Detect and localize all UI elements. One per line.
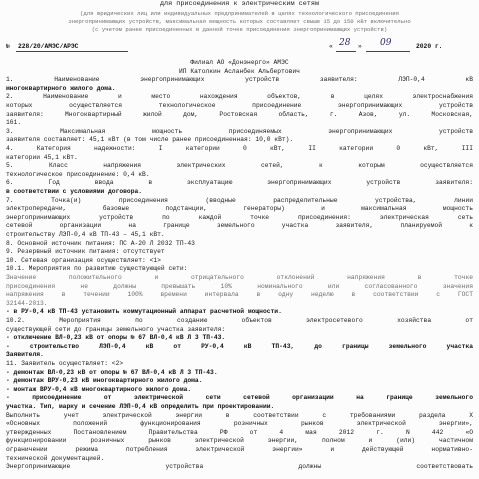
document-line: в соответствии с условиями договора.: [6, 188, 143, 195]
document-line: 5. Класс напряжения электрических сетей, к которым осуществляется: [6, 162, 473, 170]
date-month: 09: [380, 38, 392, 48]
document-line: - отключение ВЛ-0,23 кВ от опоры № 67 ВЛ-0,4 кВ Л 3 ТП-43.: [6, 334, 226, 342]
document-line: многоквартирного жилого дома.: [6, 84, 116, 92]
document-line: технологическое присоединение: 0,4 кВ.: [6, 170, 150, 178]
document-line: 6. Год ввода в эксплуатацию энергопринимающих устройств заявителя:: [6, 179, 473, 187]
document-line: 10. Сетевая организация осуществляет: <1>: [6, 256, 161, 264]
day-underline: [336, 51, 356, 52]
document-line: - присоединение от электрической сети сетевой организации на границе земельного: [6, 394, 473, 402]
document-line: 32144-2013.: [6, 299, 48, 307]
document-line: «Основных положений функционирования розничных рынков электрической энергии»,: [6, 420, 473, 428]
document-line: 4. Категория надежности: I категории 0 кВт, II категории 0 кВт, III: [6, 145, 473, 152]
document-line: заявителя: Многоквартирный жилой дом, Ростовская область, г. Азов, ул. Московская,: [6, 110, 473, 118]
document-line: которых осуществляется технологическое присоединение энергопринимающих устройств: [6, 102, 473, 109]
doc-subtitle-line: энергопринимающих устройств, максимальная мощность которых составляет свыше 15 до 150 кВт включительно: [68, 18, 411, 25]
document-line: - строительство ЛЭП-0,4 кВ от РУ-0,4 кВ ТП-43, до границы земельного участка: [6, 342, 473, 350]
date-open-quote: «: [329, 43, 333, 50]
document-line: утвержденных Постановлением Правительства РФ от 4 мая 2012 г. N 442 «О: [6, 428, 473, 436]
document-line: электропередачи, базовые подстанции, генераторы) и максимальная мощность: [6, 205, 473, 213]
document-line: - демонтаж ВРУ-0,23 кВ многоквартирного жилого дома.: [6, 377, 203, 385]
document-line: Энергопринимающие устройства должны соответствовать: [6, 463, 473, 471]
document-line: Заявителя.: [6, 351, 44, 359]
document-line: - демонтаж ВЛ-0,23 кВ от опоры № 67 ВЛ-0,4 кВ Л 3 ТП-43.: [6, 368, 218, 376]
document-line: функционировании розничных рынков электрической энергии, полном и (или) частичном: [6, 437, 473, 445]
document-line: 10.1. Мероприятия по развитию существующей сети:: [6, 265, 188, 273]
doc-subtitle-line: (с учетом ранее присоединенных в данной точке присоединения энергопринимающих устройств): [91, 26, 388, 33]
document-line: 10.2. Мероприятия по созданию объектов электросетевого хозяйства от: [6, 317, 473, 324]
document-line: строительству ЛЭП-0,4 кВ ТП-43 – 45,1 кВт.: [6, 231, 165, 238]
document-line: заявителя составляет: 45,1 кВт (в том числе ранее присоединенная: 10,0 кВт).: [6, 136, 294, 144]
number-sign: №: [6, 43, 10, 50]
document-line: - в РУ-0,4 кВ ТП-43 установить коммутационный аппарат расчетной мощности.: [6, 308, 282, 316]
document-line: Филиал АО «Донэнерго» АМЭС: [190, 59, 289, 66]
document-line: категории 45,1 кВт.: [6, 153, 78, 161]
document-number: 228/20/АМЭС/АРЭС: [18, 43, 79, 50]
document-line: - монтаж ВРУ-0,4 кВ многоквартирного жилого дома.: [6, 385, 192, 393]
number-underline: [16, 51, 128, 52]
date-day: 28: [339, 38, 351, 48]
document-line: присоединения не должны превышать 10% номинального или согласованного значения: [6, 282, 473, 290]
document-line: 3. Максимальная мощность присоединяемых энергопринимающих устройств: [6, 127, 473, 135]
doc-title: для присоединения к электрическим сетям: [159, 1, 320, 8]
document-line: 161.: [6, 119, 22, 127]
date-year: 2020 г.: [416, 43, 443, 50]
document-line: энергопринимающих устройств по каждой точке присоединения: электрическая сеть: [6, 213, 473, 221]
document-line: 7. Точка(и) присоединения (вводные распределительные устройства, линии: [6, 196, 473, 204]
document-line: существующей сети до границы земельного участка заявителя:: [6, 325, 226, 333]
document-line: ограничении режима потребления электрической энергии» и действующей нормативно-: [6, 446, 473, 453]
month-underline: [366, 51, 410, 52]
document-line: участка. Тип, марку и сечение ЛЭП-0,4 кВ определить при проектировании.: [6, 403, 275, 410]
document-line: Значение положительного и отрицательного отклонений напряжения в точке: [6, 274, 473, 281]
document-line: ИП Католкин Асланбек Альбертович: [179, 67, 300, 75]
document-line: 9. Резервный источник питания: отсутствует: [6, 248, 165, 256]
document-line: Выполнить учет электрической энергии в соответствии с требованиями раздела X: [6, 411, 473, 419]
document-line: 8. Основной источник питания: ПС А-20 Л 2032 ТП-43: [6, 239, 195, 247]
document-line: 11. Заявитель осуществляет: <2>: [6, 360, 124, 367]
doc-subtitle-line: (для юридических лиц или индивидуальных предпринимателей в целях технологического присоединения: [80, 10, 399, 17]
document-line: 1. Наименование энергопринимающих устройств заявителя: ЛЭП-0,4 кВ: [6, 76, 473, 84]
document-line: напряжения в течении 100% времени интервала в одну неделю в соответствии с ГОСТ: [6, 291, 473, 299]
date-close-quote: »: [358, 43, 362, 50]
document-number-date-row: [6, 38, 473, 55]
document-line: сетевой организации на границе земельного участка заявителя, планируемой к: [6, 222, 473, 230]
document-line: технической документацией.: [6, 454, 105, 462]
document-line: 2. Наименование и место нахождения объектов, в целях электроснабжения: [6, 93, 473, 101]
